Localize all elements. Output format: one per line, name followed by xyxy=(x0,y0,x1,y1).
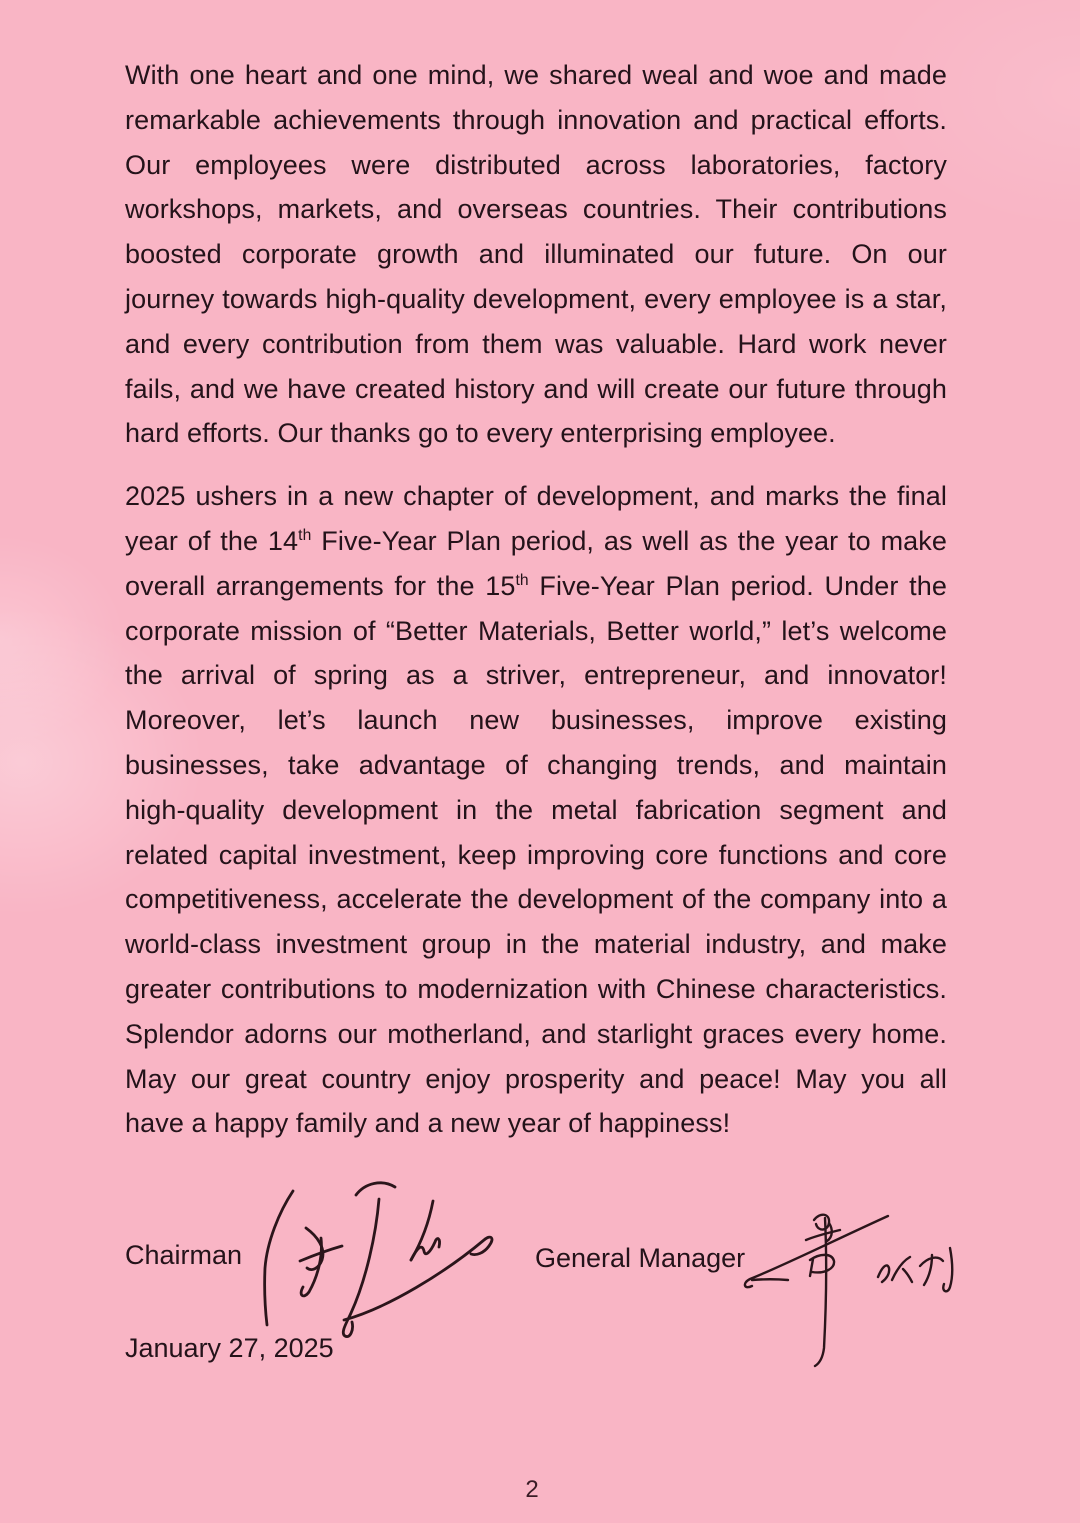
letter-date: January 27, 2025 xyxy=(125,1333,334,1363)
general-manager-label: General Manager xyxy=(535,1243,746,1273)
text-line: competitiveness, accelerate the development of the company into a xyxy=(125,884,947,915)
text-line: high-quality development in the metal fabrication segment and xyxy=(125,794,947,825)
text-line: overall arrangements for the 15th Five-Year Plan period. Under the xyxy=(125,570,947,601)
paragraph xyxy=(125,53,947,456)
text-line: hard efforts. Our thanks go to every enterprising employee. xyxy=(125,418,836,449)
text-line: have a happy family and a new year of happiness! xyxy=(125,1108,731,1139)
text-line: 2025 ushers in a new chapter of development, and marks the final xyxy=(125,481,947,512)
text-line: corporate mission of “Better Materials, Better world,” let’s welcome xyxy=(125,615,947,646)
text-line: year of the 14th Five-Year Plan period, as well as the year to make xyxy=(125,525,948,556)
text-line: workshops, markets, and overseas countries. Their contributions xyxy=(125,194,947,225)
text-line: Moreover, let’s launch new businesses, improve existing xyxy=(125,705,947,736)
text-line: fails, and we have created history and will create our future through xyxy=(125,373,947,404)
text-line: greater contributions to modernization with Chinese characteristics. xyxy=(125,973,947,1004)
text-line: world-class investment group in the material industry, and make xyxy=(125,929,947,960)
text-line: related capital investment, keep improving core functions and core xyxy=(125,839,947,870)
text-line: With one heart and one mind, we shared weal and woe and made xyxy=(125,60,947,90)
text-line: May our great country enjoy prosperity and peace! May you all xyxy=(125,1063,947,1094)
letter-body xyxy=(125,53,947,1146)
text-line: journey towards high-quality development, every employee is a star, xyxy=(125,283,947,314)
text-line: and every contribution from them was valuable. Hard work never xyxy=(125,328,947,359)
paragraph xyxy=(125,474,947,1146)
text-line: Our employees were distributed across laboratories, factory xyxy=(125,149,947,180)
text-line: the arrival of spring as a striver, entrepreneur, and innovator! xyxy=(125,660,947,691)
page-number: 2 xyxy=(525,1476,539,1503)
general-manager-signature xyxy=(738,1183,998,1398)
text-line: remarkable achievements through innovation and practical efforts. xyxy=(125,104,947,135)
text-line: businesses, take advantage of changing trends, and maintain xyxy=(125,749,947,780)
chairman-label: Chairman xyxy=(125,1240,243,1270)
text-line: Splendor adorns our motherland, and starlight graces every home. xyxy=(125,1018,947,1049)
text-line: boosted corporate growth and illuminated our future. On our xyxy=(125,239,947,270)
